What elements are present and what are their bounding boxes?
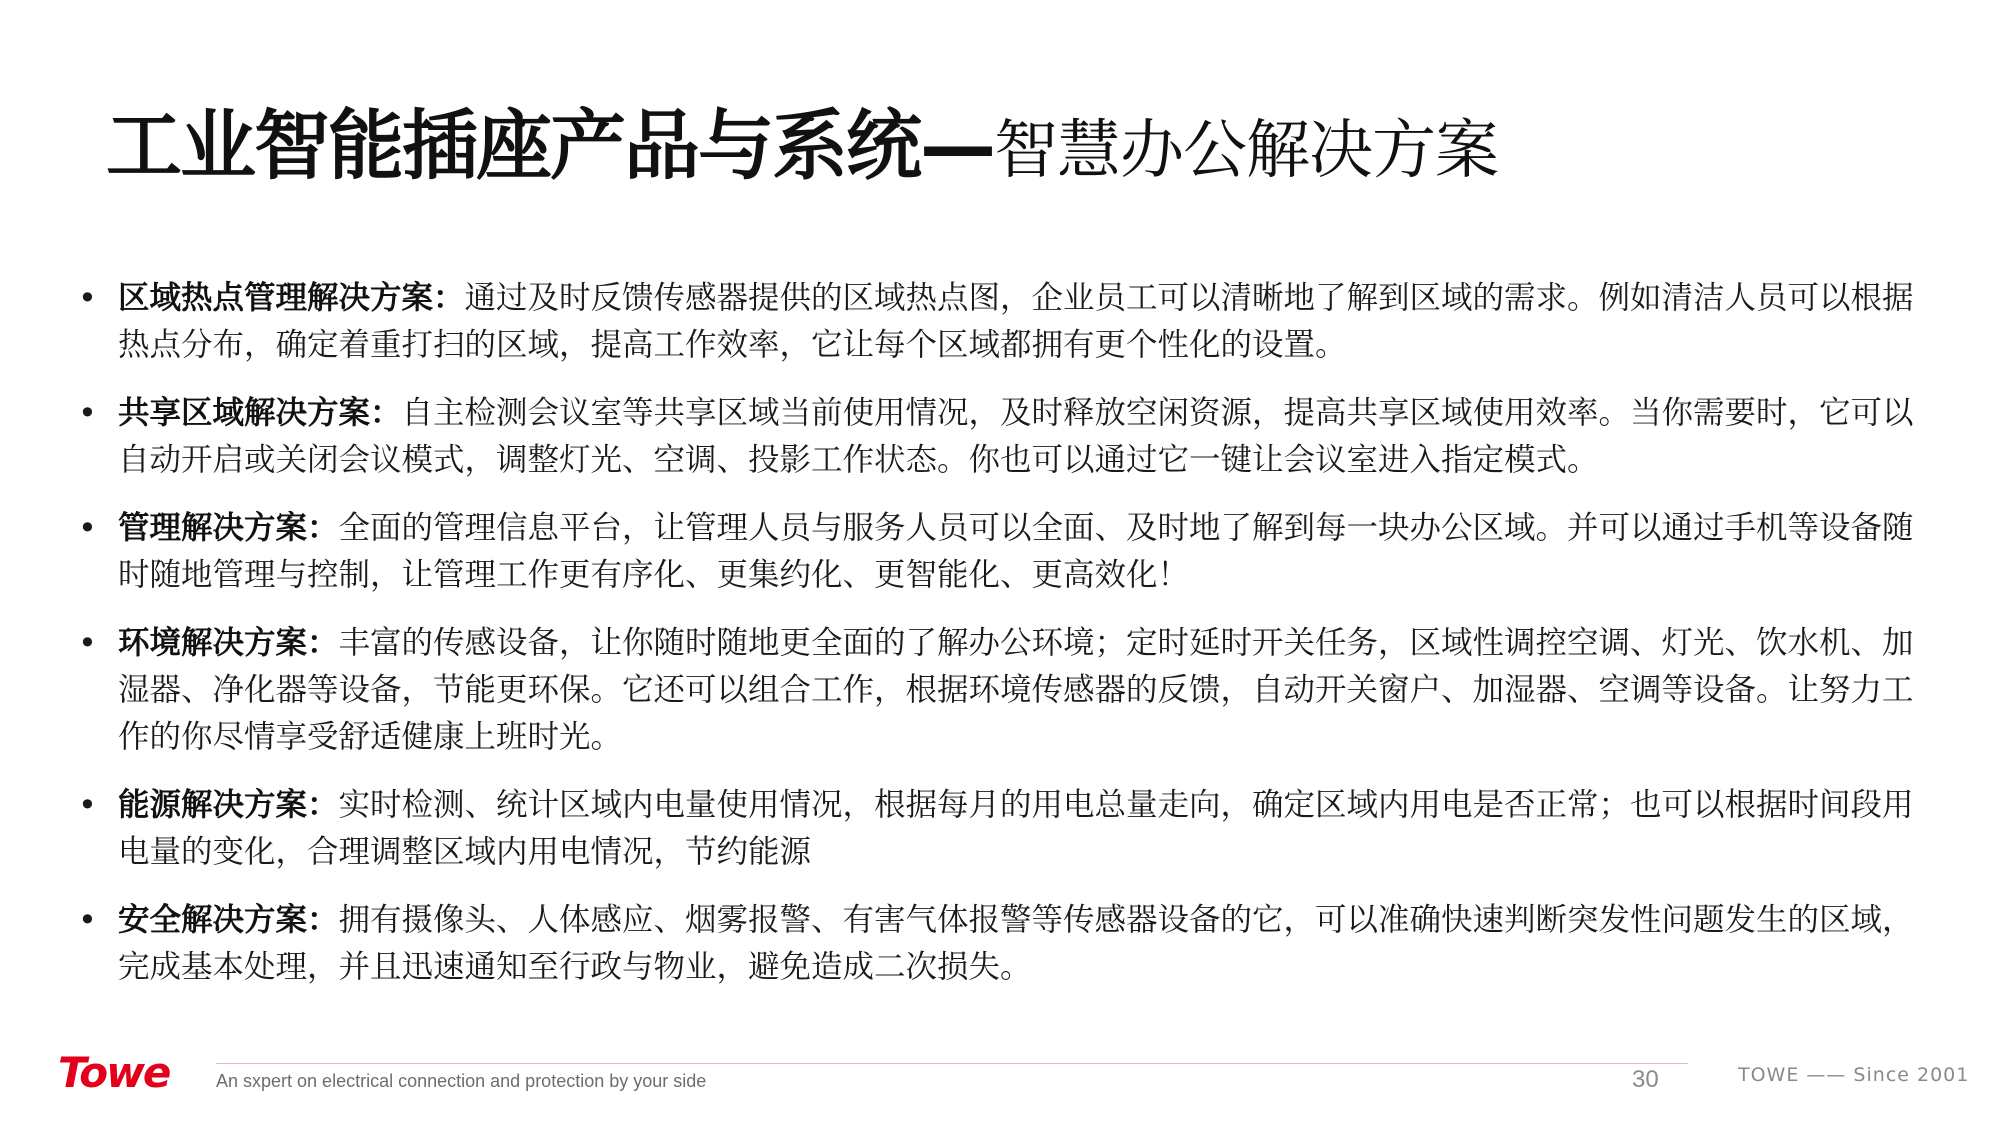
footer-slogan: An sxpert on electrical connection and protection by your side (216, 1071, 707, 1091)
bullet-dot-icon: • (78, 786, 97, 824)
brand-tagline: TOWE —— Since 2001 (1738, 1064, 1970, 1086)
bullet-dot-icon: • (78, 624, 97, 662)
item-body: 通过及时反馈传感器提供的区域热点图，企业员工可以清晰地了解到区域的需求。例如清洁人员可以根据热点分布，确定着重打扫的区域，提高工作效率，它让每个区域都拥有更个性化的设置。 (118, 280, 1914, 363)
page-number: 30 (1632, 1066, 1659, 1093)
item-heading: 环境解决方案： (118, 625, 339, 661)
item-heading: 能源解决方案： (118, 787, 339, 823)
slide-title (106, 101, 1498, 190)
footer-divider (216, 1063, 1688, 1064)
list-item (76, 620, 1936, 761)
item-body: 自主检测会议室等共享区域当前使用情况，及时释放空闲资源，提高共享区域使用效率。当你需要时，它可以自动开启或关闭会议模式，调整灯光、空调、投影工作状态。你也可以通过它一键让会议室进入指定模式。 (118, 395, 1914, 478)
bullet-dot-icon: • (78, 279, 97, 317)
list-item (76, 390, 1936, 484)
solution-list (76, 275, 1936, 1012)
title-sub: 智慧办公解决方案 (994, 114, 1498, 188)
item-body: 丰富的传感设备，让你随时随地更全面的了解办公环境；定时延时开关任务，区域性调控空调、灯光、饮水机、加湿器、净化器等设备，节能更环保。它还可以组合工作，根据环境传感器的反馈，自动开关窗户、加湿器、空调等设备。让努力工作的你尽情享受舒适健康上班时光。 (118, 625, 1914, 755)
list-item (76, 782, 1936, 876)
towe-logo: Towe (58, 1048, 170, 1097)
bullet-dot-icon: • (78, 394, 97, 432)
item-heading: 区域热点管理解决方案： (118, 280, 465, 316)
item-heading: 共享区域解决方案： (118, 395, 402, 431)
item-heading: 安全解决方案： (118, 902, 339, 938)
item-heading: 管理解决方案： (118, 510, 339, 546)
list-item (76, 275, 1936, 369)
list-item (76, 897, 1936, 991)
item-body: 实时检测、统计区域内电量使用情况，根据每月的用电总量走向，确定区域内用电是否正常；也可以根据时间段用电量的变化，合理调整区域内用电情况，节约能源 (118, 787, 1914, 870)
item-body: 拥有摄像头、人体感应、烟雾报警、有害气体报警等传感器设备的它，可以准确快速判断突发性问题发生的区域，完成基本处理，并且迅速通知至行政与物业，避免造成二次损失。 (118, 902, 1914, 985)
title-main: 工业智能插座产品与系统— (106, 101, 994, 190)
bullet-dot-icon: • (78, 901, 97, 939)
list-item (76, 505, 1936, 599)
item-body: 全面的管理信息平台，让管理人员与服务人员可以全面、及时地了解到每一块办公区域。并可以通过手机等设备随时随地管理与控制，让管理工作更有序化、更集约化、更智能化、更高效化！ (118, 510, 1914, 593)
bullet-dot-icon: • (78, 509, 97, 547)
